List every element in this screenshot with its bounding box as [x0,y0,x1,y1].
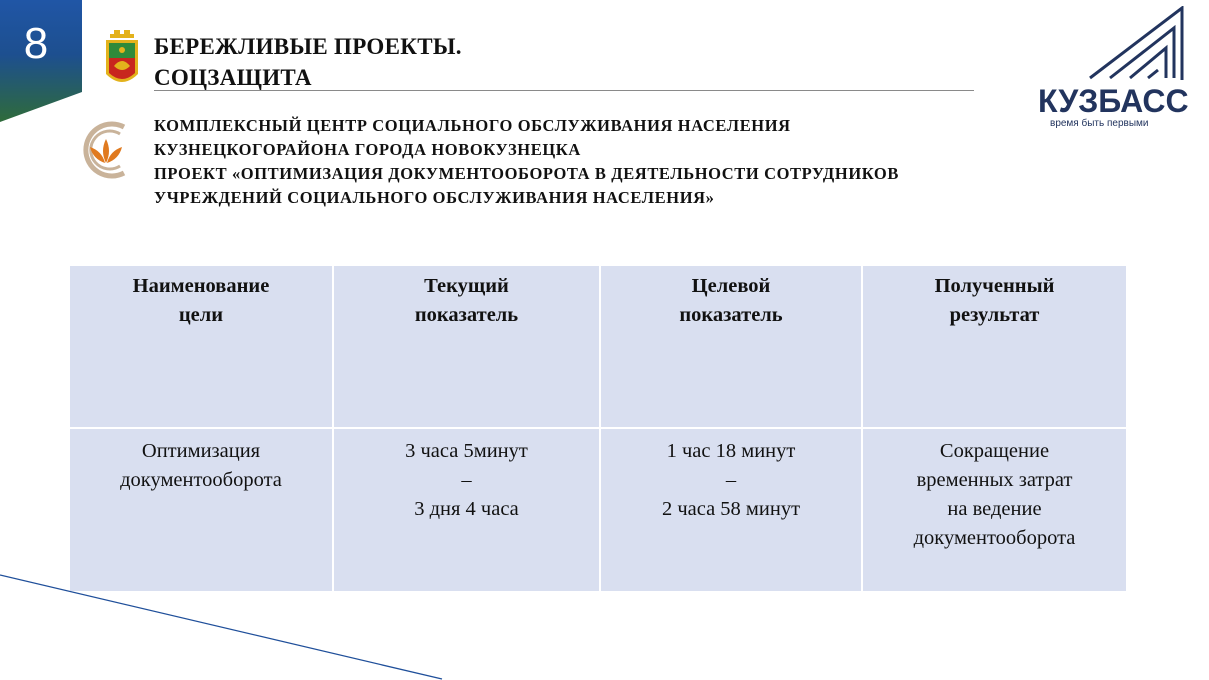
coat-of-arms-icon [104,30,140,92]
title-line-2: СОЦЗАЩИТА [154,65,312,90]
subtitle-line-1: КОМПЛЕКСНЫЙ ЦЕНТР СОЦИАЛЬНОГО ОБСЛУЖИВАНИЯ НАСЕЛЕНИЯ [154,116,791,135]
cell-goal-name: Оптимизация документооборота [69,428,333,592]
subtitle-line-3: ПРОЕКТ «ОПТИМИЗАЦИЯ ДОКУМЕНТООБОРОТА В ДЕЯТЕЛЬНОСТИ СОТРУДНИКОВ [154,164,899,183]
header-goal-name: Наименование цели [69,265,333,428]
kuzbass-wordmark: КУЗБАСС [1038,83,1189,119]
kuzbass-slogan: время быть первыми [1050,118,1149,128]
social-service-logo-icon [76,117,136,183]
table-header-row [69,265,1127,428]
subtitle-line-4: УЧРЕЖДЕНИЙ СОЦИАЛЬНОГО ОБСЛУЖИВАНИЯ НАСЕЛЕНИЯ» [154,188,715,207]
header-target-indicator: Целевой показатель [600,265,862,428]
cell-current-indicator: 3 часа 5минут – 3 дня 4 часа [333,428,600,592]
title-divider [154,90,974,91]
slide-number-badge [0,0,82,122]
kuzbass-logo [1034,6,1196,128]
header-current-indicator: Текущий показатель [333,265,600,428]
subtitle-line-2: КУЗНЕЦКОГОРАЙОНА ГОРОДА НОВОКУЗНЕЦКА [154,140,581,159]
header-result: Полученный результат [862,265,1127,428]
results-table [68,264,1128,593]
title-line-1: БЕРЕЖЛИВЫЕ ПРОЕКТЫ. [154,34,462,59]
cell-target-indicator: 1 час 18 минут – 2 часа 58 минут [600,428,862,592]
slide-number: 8 [23,19,49,68]
decorative-line [0,560,460,680]
page-title [154,31,462,93]
project-description [154,114,899,210]
cell-result: Сокращение временных затрат на ведение документооборота [862,428,1127,592]
